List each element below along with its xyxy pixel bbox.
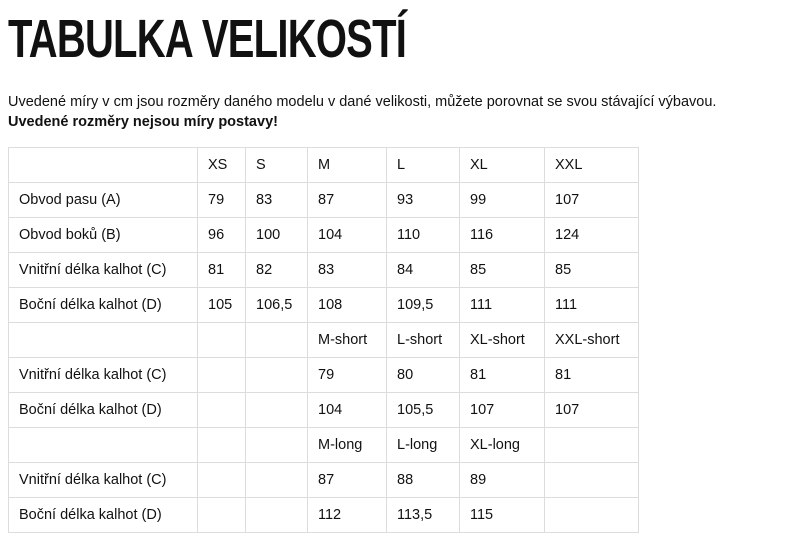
table-cell: XS [198,148,246,183]
table-cell: XL-long [460,428,545,463]
table-cell: 79 [308,358,387,393]
table-cell: 124 [545,218,639,253]
row-label-cell [9,148,198,183]
table-row [9,498,639,533]
table-cell: 85 [460,253,545,288]
table-cell: 99 [460,183,545,218]
table-cell: 96 [198,218,246,253]
table-cell: 111 [460,288,545,323]
table-cell: 79 [198,183,246,218]
row-label-cell: Boční délka kalhot (D) [9,288,198,323]
table-cell [545,498,639,533]
row-label-cell: Obvod pasu (A) [9,183,198,218]
table-row [9,183,639,218]
table-cell: 93 [387,183,460,218]
table-cell: 100 [246,218,308,253]
table-cell [246,393,308,428]
table-cell: 110 [387,218,460,253]
table-cell: 115 [460,498,545,533]
table-header-row [9,148,639,183]
intro-text [8,92,788,132]
table-cell: 104 [308,218,387,253]
table-cell: L-long [387,428,460,463]
table-cell: 107 [460,393,545,428]
row-label-cell: Boční délka kalhot (D) [9,393,198,428]
table-cell: 107 [545,393,639,428]
table-cell: 81 [460,358,545,393]
table-cell: M-short [308,323,387,358]
row-label-cell: Vnitřní délka kalhot (C) [9,463,198,498]
table-cell: 107 [545,183,639,218]
row-label-cell [9,428,198,463]
table-cell: 80 [387,358,460,393]
table-cell: L [387,148,460,183]
table-cell: 81 [545,358,639,393]
table-cell: XXL [545,148,639,183]
table-cell [246,358,308,393]
table-cell [198,463,246,498]
table-cell [198,323,246,358]
table-cell: 106,5 [246,288,308,323]
table-cell: 116 [460,218,545,253]
table-cell: XL [460,148,545,183]
table-row [9,358,639,393]
table-cell [545,463,639,498]
table-row [9,428,639,463]
table-row [9,323,639,358]
table-cell: 81 [198,253,246,288]
table-cell [198,358,246,393]
table-cell: 82 [246,253,308,288]
table-cell: M [308,148,387,183]
table-row [9,288,639,323]
table-cell [198,393,246,428]
table-cell: 89 [460,463,545,498]
table-cell: 87 [308,463,387,498]
row-label-cell: Vnitřní délka kalhot (C) [9,358,198,393]
table-cell: 105 [198,288,246,323]
table-cell: XL-short [460,323,545,358]
table-cell: L-short [387,323,460,358]
table-cell: 113,5 [387,498,460,533]
table-cell [246,428,308,463]
table-cell: 87 [308,183,387,218]
table-cell: M-long [308,428,387,463]
table-row [9,218,639,253]
table-cell: 108 [308,288,387,323]
row-label-cell: Obvod boků (B) [9,218,198,253]
row-label-cell [9,323,198,358]
table-cell: 83 [308,253,387,288]
table-cell: 88 [387,463,460,498]
table-cell [246,323,308,358]
table-cell [246,498,308,533]
size-table [8,147,639,533]
table-cell: S [246,148,308,183]
table-cell: 84 [387,253,460,288]
page-title: TABULKA VELIKOSTÍ [8,9,407,69]
table-cell: 112 [308,498,387,533]
table-row [9,393,639,428]
table-cell [246,463,308,498]
table-cell: 109,5 [387,288,460,323]
table-cell: 83 [246,183,308,218]
table-cell: 104 [308,393,387,428]
table-cell: 105,5 [387,393,460,428]
intro-line-1: Uvedené míry v cm jsou rozměry daného modelu v dané velikosti, můžete porovnat se svou stávající výbavou. [8,94,717,110]
table-cell [545,428,639,463]
row-label-cell: Vnitřní délka kalhot (C) [9,253,198,288]
table-cell: 85 [545,253,639,288]
table-cell [198,498,246,533]
row-label-cell: Boční délka kalhot (D) [9,498,198,533]
table-row [9,463,639,498]
intro-line-2-warning: Uvedené rozměry nejsou míry postavy! [8,114,278,130]
table-cell: XXL-short [545,323,639,358]
table-row [9,253,639,288]
table-cell [198,428,246,463]
table-cell: 111 [545,288,639,323]
